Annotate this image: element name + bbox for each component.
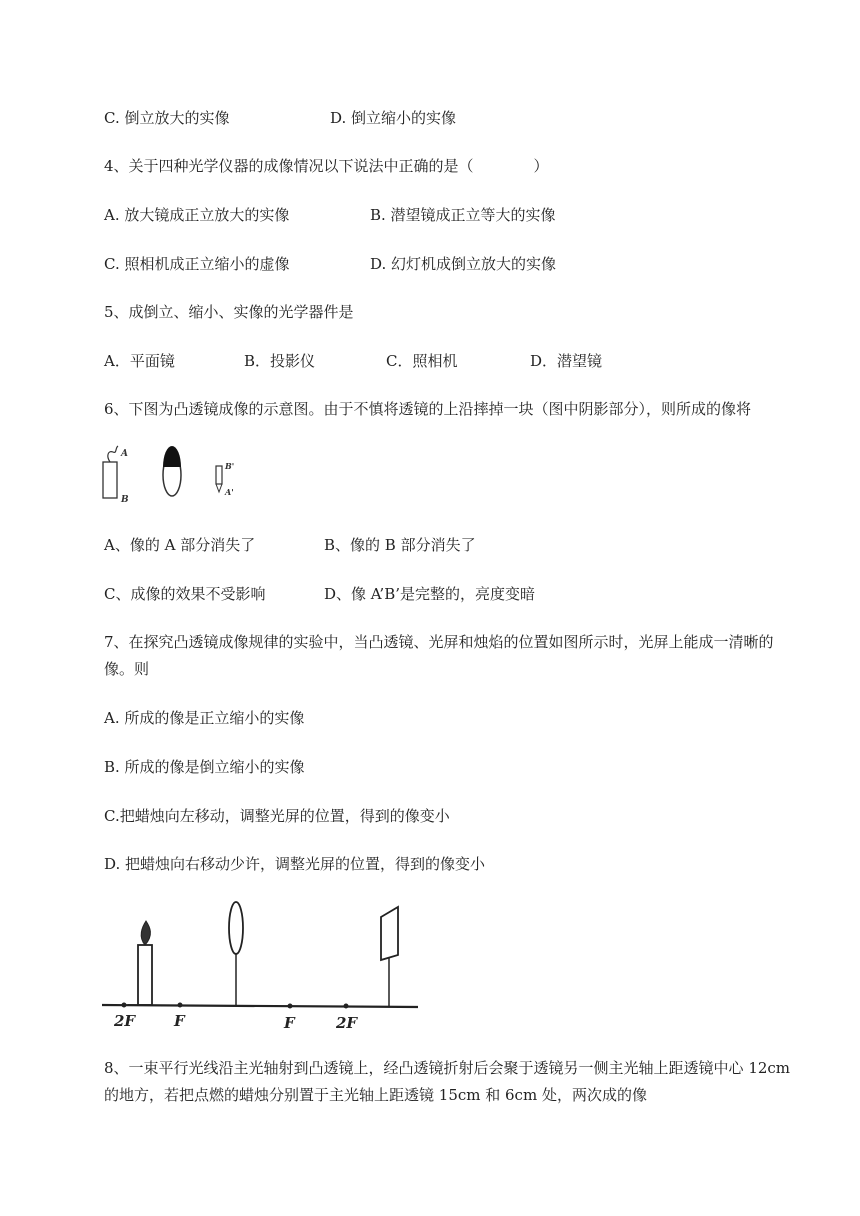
q6-option-b: B、像的 B 部分消失了 bbox=[324, 536, 476, 554]
q6-object bbox=[103, 462, 117, 498]
q6-label-a-prime: A' bbox=[225, 487, 234, 497]
q3-option-c: C. 倒立放大的实像 bbox=[104, 109, 230, 127]
q7-screen bbox=[381, 907, 398, 960]
q5-option-b: B．投影仪 bbox=[244, 352, 316, 370]
q6-label-a: A bbox=[121, 449, 128, 459]
q7-point-left-2f bbox=[122, 1003, 127, 1008]
q5-option-c: C．照相机 bbox=[386, 352, 458, 370]
q6-label-b: B bbox=[121, 495, 129, 505]
q7-candle-flame bbox=[141, 921, 150, 945]
q6-label-b-prime: B' bbox=[225, 461, 235, 471]
q7-point-left-f bbox=[178, 1003, 183, 1008]
q7-point-right-2f bbox=[344, 1004, 349, 1009]
q7-stem-line2: 像。则 bbox=[104, 660, 150, 678]
q6-image-flame bbox=[216, 484, 222, 492]
q4-option-c: C. 照相机成正立缩小的虚像 bbox=[104, 255, 290, 273]
q6-lens-figure bbox=[95, 440, 255, 510]
q8-stem-line2: 的地方，若把点燃的蜡烛分别置于主光轴上距透镜 15cm 和 6cm 处，两次成的像 bbox=[104, 1086, 647, 1104]
q6-option-c: C、成像的效果不受影响 bbox=[104, 585, 266, 603]
q7-optical-bench-figure bbox=[100, 895, 422, 1035]
q6-image bbox=[216, 466, 222, 484]
q6-lens-broken-part bbox=[163, 446, 181, 467]
q7-lens bbox=[229, 902, 243, 954]
q7-stem-line1: 7、在探究凸透镜成像规律的实验中，当凸透镜、光屏和烛焰的位置如图所示时，光屏上能成一清晰的 bbox=[104, 633, 774, 651]
q7-candle bbox=[138, 945, 152, 1005]
q7-option-b: B. 所成的像是倒立缩小的实像 bbox=[104, 758, 305, 776]
q7-option-a: A. 所成的像是正立缩小的实像 bbox=[104, 709, 305, 727]
q7-label-right-2f: 2F bbox=[336, 1014, 358, 1032]
q7-option-c: C.把蜡烛向左移动，调整光屏的位置，得到的像变小 bbox=[104, 807, 450, 825]
q7-point-right-f bbox=[288, 1004, 293, 1009]
q7-option-d: D. 把蜡烛向右移动少许，调整光屏的位置，得到的像变小 bbox=[104, 855, 486, 873]
q7-label-left-f: F bbox=[174, 1012, 185, 1030]
q6-option-d: D、像 A’B’是完整的，亮度变暗 bbox=[324, 585, 535, 603]
q4-stem: 4、关于四种光学仪器的成像情况以下说法中正确的是（ ） bbox=[104, 157, 549, 175]
q6-option-a: A、像的 A 部分消失了 bbox=[104, 536, 256, 554]
q7-label-left-2f: 2F bbox=[114, 1012, 136, 1030]
q5-option-a: A．平面镜 bbox=[104, 352, 175, 370]
q8-stem-line1: 8、一束平行光线沿主光轴射到凸透镜上，经凸透镜折射后会聚于透镜另一侧主光轴上距透镜中心 12cm bbox=[104, 1059, 791, 1077]
q7-label-right-f: F bbox=[284, 1014, 295, 1032]
q3-option-d: D. 倒立缩小的实像 bbox=[330, 109, 457, 127]
q4-option-b: B. 潜望镜成正立等大的实像 bbox=[370, 206, 556, 224]
q6-object-flame bbox=[108, 446, 118, 462]
q5-option-d: D．潜望镜 bbox=[530, 352, 603, 370]
q4-option-a: A. 放大镜成正立放大的实像 bbox=[104, 206, 290, 224]
q4-option-d: D. 幻灯机成倒立放大的实像 bbox=[370, 255, 557, 273]
q6-stem: 6、下图为凸透镜成像的示意图。由于不慎将透镜的上沿摔掉一块（图中阴影部分），则所成的像将 bbox=[104, 400, 752, 418]
q5-stem: 5、成倒立、缩小、实像的光学器件是 bbox=[104, 303, 354, 321]
